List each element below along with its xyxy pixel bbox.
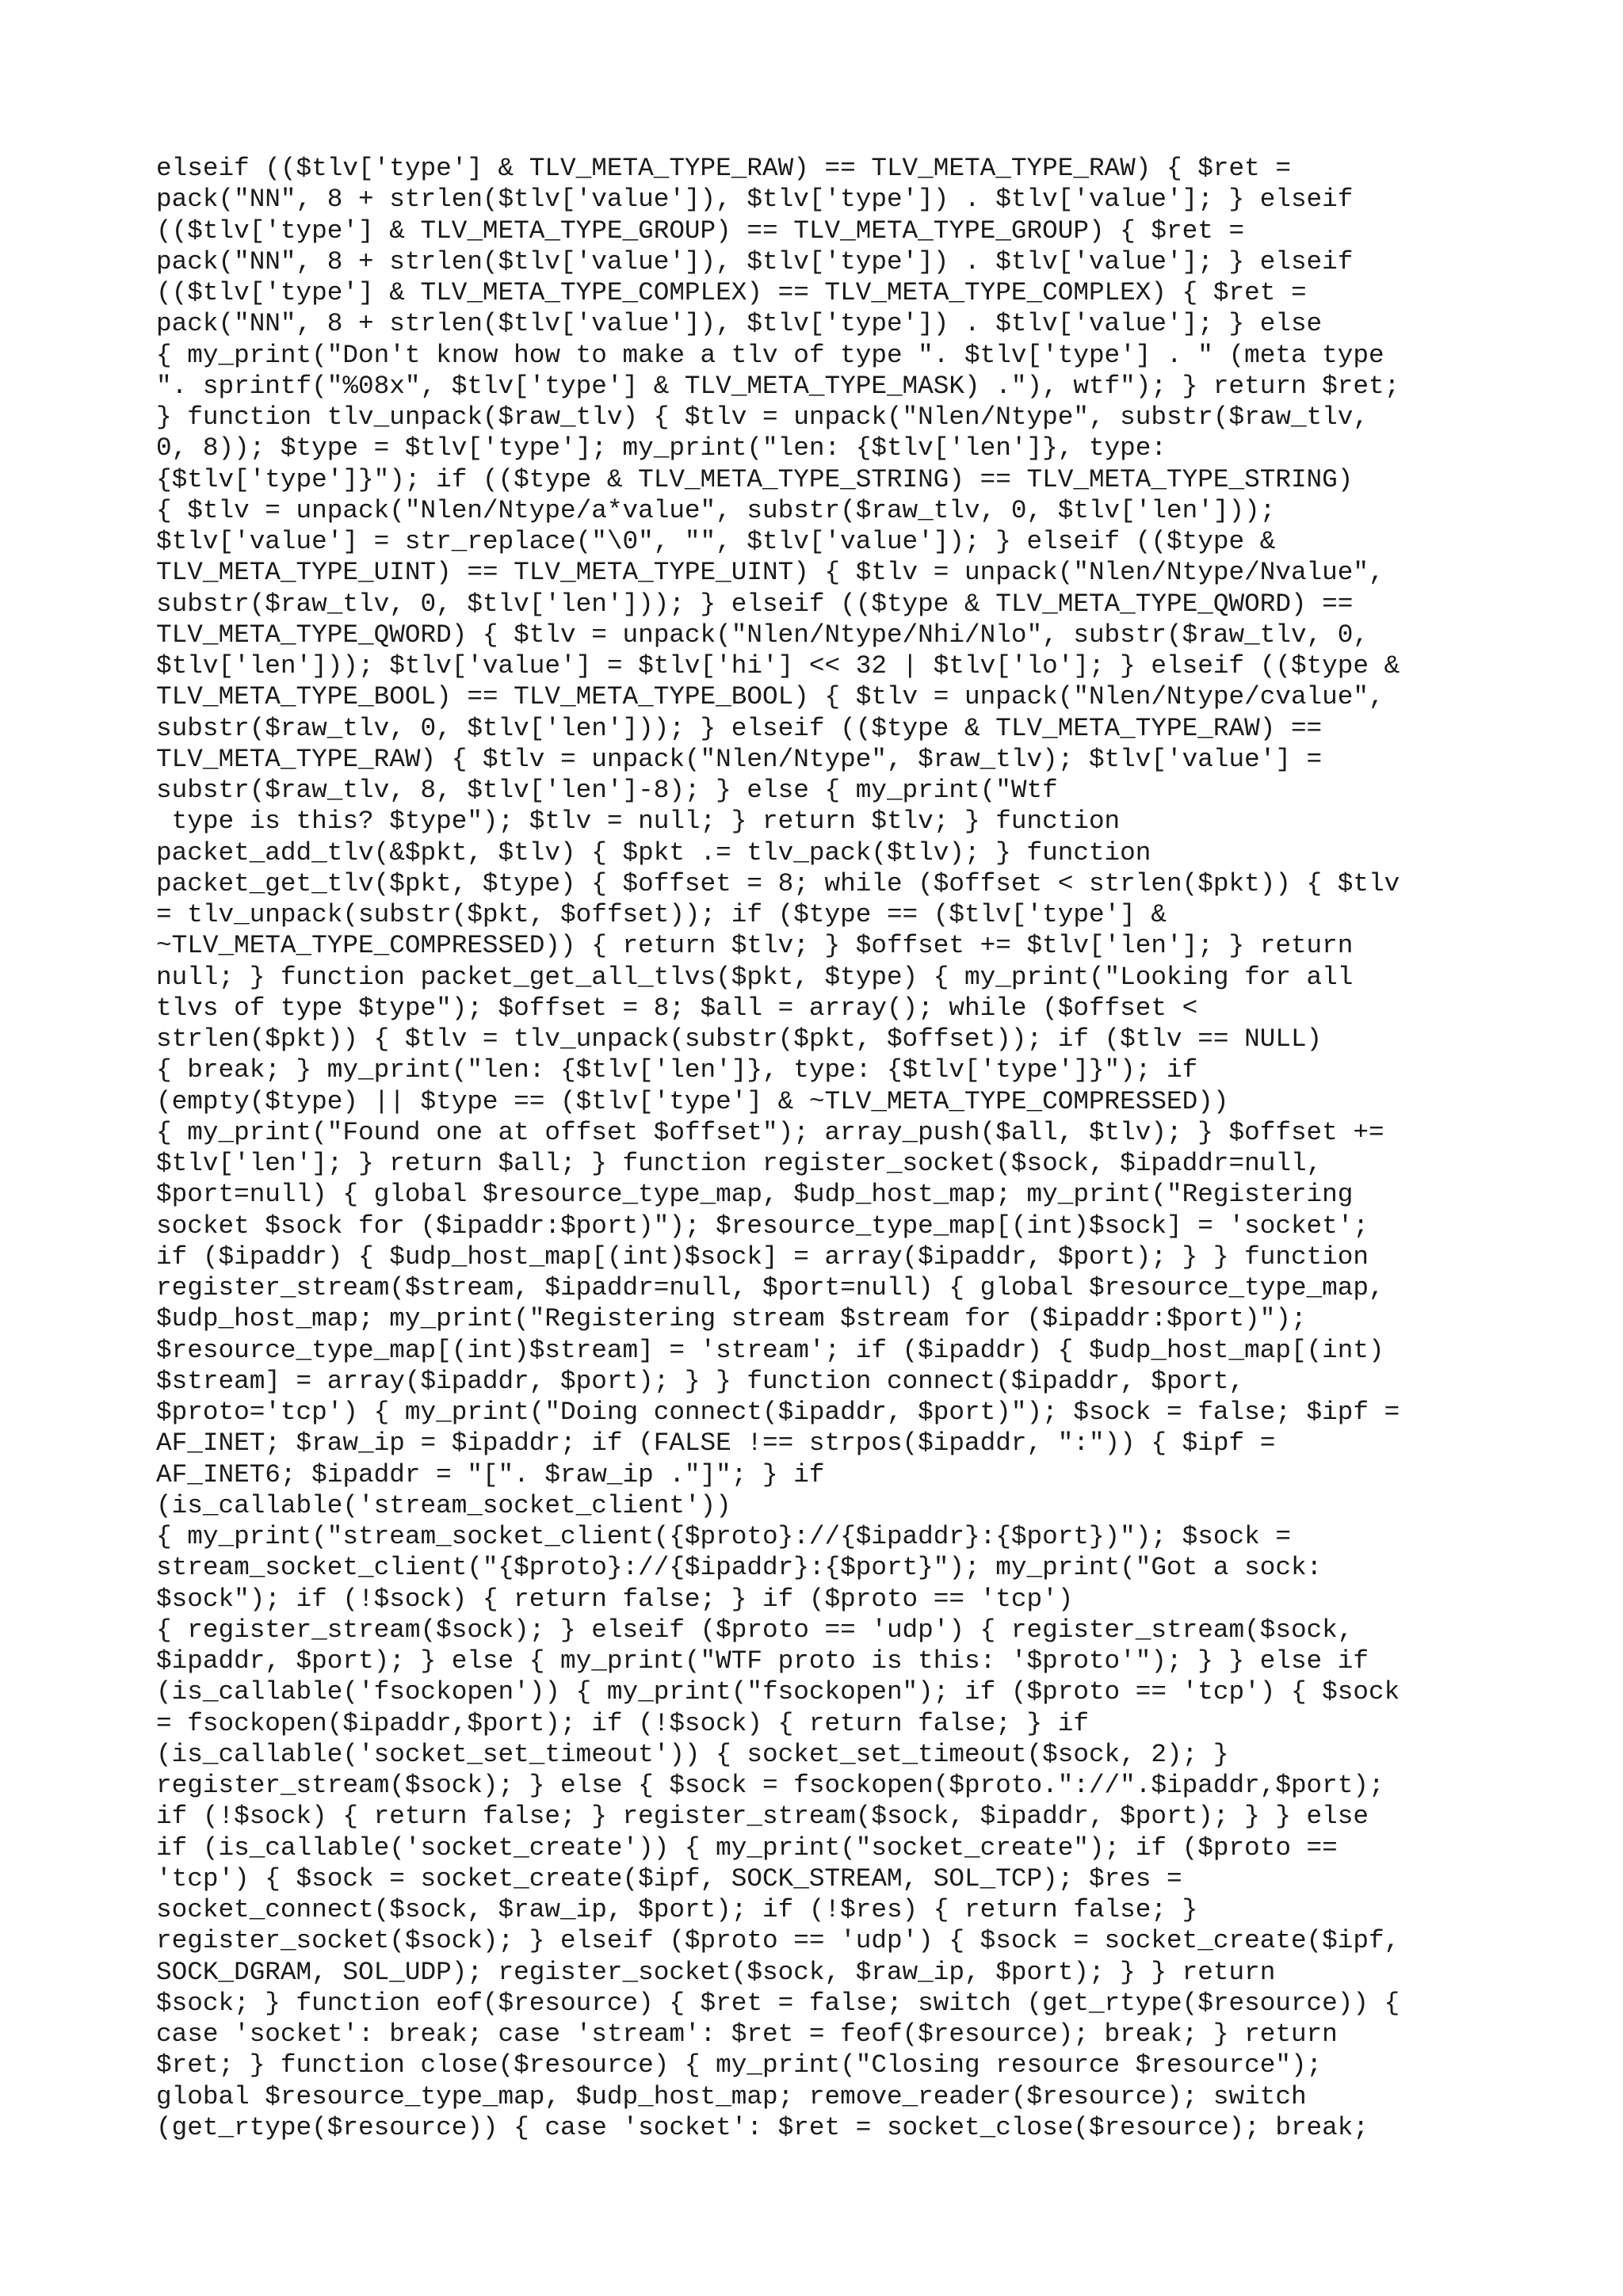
code-line: substr($raw_tlv, 8, $tlv['len']-8); } else { my_print("Wtf [156, 776, 1058, 805]
code-line: $proto='tcp') { my_print("Doing connect($ipaddr, $port)"); $sock = false; $ipf = [156, 1398, 1400, 1427]
code-line: { $tlv = unpack("Nlen/Ntype/a*value", substr($raw_tlv, 0, $tlv['len'])); [156, 495, 1276, 525]
code-line: substr($raw_tlv, 0, $tlv['len'])); } elseif (($type & TLV_META_TYPE_QWORD) == [156, 589, 1354, 619]
code-line: {$tlv['type']}"); if (($type & TLV_META_TYPE_STRING) == TLV_META_TYPE_STRING) [156, 464, 1354, 494]
code-line: (is_callable('socket_set_timeout')) { socket_set_timeout($sock, 2); } [156, 1739, 1229, 1769]
code-line: case 'socket': break; case 'stream': $ret = feof($resource); break; } return [156, 2019, 1338, 2049]
code-line: AF_INET; $raw_ip = $ipaddr; if (FALSE !== strpos($ipaddr, ":")) { $ipf = [156, 1428, 1276, 1459]
code-line: { my_print("Found one at offset $offset"); array_push($all, $tlv); } $offset += [156, 1117, 1384, 1147]
code-line: pack("NN", 8 + strlen($tlv['value']), $tlv['type']) . $tlv['value']; } elseif [156, 185, 1354, 215]
code-line: SOCK_DGRAM, SOL_UDP); register_socket($sock, $raw_ip, $port); } } return [156, 1957, 1276, 1987]
code-line: substr($raw_tlv, 0, $tlv['len'])); } elseif (($type & TLV_META_TYPE_RAW) == [156, 713, 1323, 743]
code-text-block [156, 153, 1487, 2143]
code-line: } function tlv_unpack($raw_tlv) { $tlv = unpack("Nlen/Ntype", substr($raw_tlv, [156, 402, 1369, 432]
code-line: type is this? $type"); $tlv = null; } return $tlv; } function [156, 807, 1121, 837]
code-line: ~TLV_META_TYPE_COMPRESSED)) { return $tlv; } $offset += $tlv['len']; } return [156, 931, 1354, 961]
code-line: $udp_host_map; my_print("Registering stream $stream for ($ipaddr:$port)"); [156, 1304, 1307, 1334]
code-line: $ret; } function close($resource) { my_print("Closing resource $resource"); [156, 2050, 1323, 2081]
code-line: strlen($pkt)) { $tlv = tlv_unpack(substr($pkt, $offset)); if ($tlv == NULL) [156, 1024, 1323, 1054]
code-line: register_stream($stream, $ipaddr=null, $port=null) { global $resource_type_map, [156, 1273, 1384, 1302]
code-line: ". sprintf("%08x", $tlv['type'] & TLV_META_TYPE_MASK) ."), wtf"); } return $ret; [156, 371, 1400, 401]
code-line: { break; } my_print("len: {$tlv['len']}, type: {$tlv['type']}"); if [156, 1055, 1198, 1085]
code-line: $tlv['len']; } return $all; } function register_socket($sock, $ipaddr=null, [156, 1149, 1323, 1178]
code-line: $sock; } function eof($resource) { $ret = false; switch (get_rtype($resource)) { [156, 1988, 1400, 2018]
code-line: { my_print("Don't know how to make a tlv of type ". $tlv['type'] . " (meta type [156, 340, 1384, 370]
code-line: null; } function packet_get_all_tlvs($pkt, $type) { my_print("Looking for all [156, 962, 1354, 992]
code-line: (($tlv['type'] & TLV_META_TYPE_COMPLEX) == TLV_META_TYPE_COMPLEX) { $ret = [156, 278, 1307, 307]
code-line: AF_INET6; $ipaddr = "[". $raw_ip ."]"; } if [156, 1459, 825, 1489]
code-line: = tlv_unpack(substr($pkt, $offset)); if ($type == ($tlv['type'] & [156, 900, 1167, 929]
code-line: socket $sock for ($ipaddr:$port)"); $resource_type_map[(int)$sock] = 'socket'; [156, 1211, 1369, 1241]
code-line: TLV_META_TYPE_RAW) { $tlv = unpack("Nlen/Ntype", $raw_tlv); $tlv['value'] = [156, 744, 1323, 774]
code-line: register_stream($sock); } else { $sock = fsockopen($proto."://".$ipaddr,$port); [156, 1771, 1384, 1800]
code-line: if (is_callable('socket_create')) { my_print("socket_create"); if ($proto == [156, 1833, 1338, 1863]
code-line: $tlv['len'])); $tlv['value'] = $tlv['hi'] << 32 | $tlv['lo']; } elseif (($type & [156, 651, 1400, 681]
code-line: $stream] = array($ipaddr, $port); } } function connect($ipaddr, $port, [156, 1366, 1245, 1396]
code-line: { register_stream($sock); } elseif ($proto == 'udp') { register_stream($sock, [156, 1615, 1354, 1645]
code-line: stream_socket_client("{$proto}://{$ipaddr}:{$port}"); my_print("Got a sock: [156, 1553, 1323, 1583]
code-line: (is_callable('fsockopen')) { my_print("fsockopen"); if ($proto == 'tcp') { $sock [156, 1677, 1400, 1707]
code-line: pack("NN", 8 + strlen($tlv['value']), $tlv['type']) . $tlv['value']; } else [156, 309, 1323, 339]
code-line: (empty($type) || $type == ($tlv['type'] & ~TLV_META_TYPE_COMPRESSED)) [156, 1086, 1229, 1116]
code-line: socket_connect($sock, $raw_ip, $port); if (!$res) { return false; } [156, 1895, 1198, 1924]
code-line: register_socket($sock); } elseif ($proto == 'udp') { $sock = socket_create($ipf, [156, 1926, 1400, 1956]
code-line: $ipaddr, $port); } else { my_print("WTF proto is this: '$proto'"); } } else if [156, 1646, 1369, 1676]
code-line: $sock"); if (!$sock) { return false; } if ($proto == 'tcp') [156, 1584, 1074, 1614]
code-line: global $resource_type_map, $udp_host_map; remove_reader($resource); switch [156, 2081, 1307, 2111]
code-line: = fsockopen($ipaddr,$port); if (!$sock) { return false; } if [156, 1708, 1089, 1738]
code-line: packet_add_tlv(&$pkt, $tlv) { $pkt .= tlv_pack($tlv); } function [156, 837, 1151, 868]
code-line: TLV_META_TYPE_QWORD) { $tlv = unpack("Nlen/Ntype/Nhi/Nlo", substr($raw_tlv, 0, [156, 620, 1369, 650]
code-line: (get_rtype($resource)) { case 'socket': $ret = socket_close($resource); break; [156, 2112, 1369, 2142]
code-line: (is_callable('stream_socket_client')) [156, 1490, 731, 1520]
code-line: elseif (($tlv['type'] & TLV_META_TYPE_RAW) == TLV_META_TYPE_RAW) { $ret = [156, 154, 1291, 183]
code-line: { my_print("stream_socket_client({$proto}://{$ipaddr}:{$port})"); $sock = [156, 1522, 1291, 1551]
code-line: TLV_META_TYPE_BOOL) == TLV_META_TYPE_BOOL) { $tlv = unpack("Nlen/Ntype/cvalue", [156, 682, 1384, 712]
code-line: if (!$sock) { return false; } register_stream($sock, $ipaddr, $port); } } else [156, 1802, 1369, 1832]
code-line: 0, 8)); $type = $tlv['type']; my_print("len: {$tlv['len']}, type: [156, 433, 1167, 463]
code-line: if ($ipaddr) { $udp_host_map[(int)$sock] = array($ipaddr, $port); } } function [156, 1241, 1369, 1272]
code-line: 'tcp') { $sock = socket_create($ipf, SOCK_STREAM, SOL_TCP); $res = [156, 1863, 1182, 1894]
code-line: $resource_type_map[(int)$stream] = 'stream'; if ($ipaddr) { $udp_host_map[(int) [156, 1335, 1384, 1365]
code-line: TLV_META_TYPE_UINT) == TLV_META_TYPE_UINT) { $tlv = unpack("Nlen/Ntype/Nvalue", [156, 558, 1384, 588]
code-line: tlvs of type $type"); $offset = 8; $all = array(); while ($offset < [156, 993, 1198, 1023]
code-line: $port=null) { global $resource_type_map, $udp_host_map; my_print("Registering [156, 1180, 1354, 1210]
code-line: packet_get_tlv($pkt, $type) { $offset = 8; while ($offset < strlen($pkt)) { $tlv [156, 868, 1400, 898]
code-line: pack("NN", 8 + strlen($tlv['value']), $tlv['type']) . $tlv['value']; } elseif [156, 246, 1354, 277]
code-line: $tlv['value'] = str_replace("\0", "", $tlv['value']); } elseif (($type & [156, 527, 1276, 556]
code-line: (($tlv['type'] & TLV_META_TYPE_GROUP) == TLV_META_TYPE_GROUP) { $ret = [156, 215, 1245, 246]
